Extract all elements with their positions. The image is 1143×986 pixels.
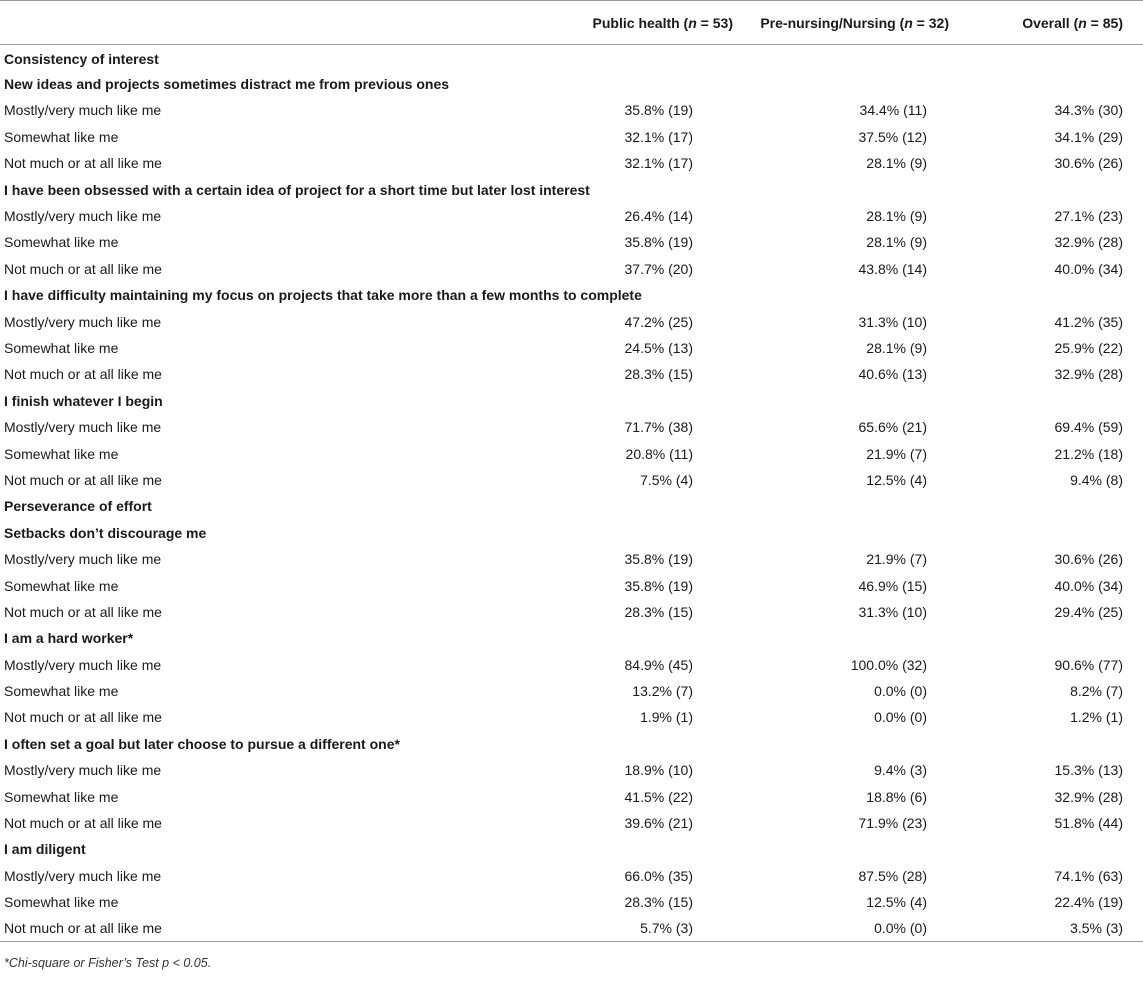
response-label: Somewhat like me xyxy=(4,339,119,356)
question-label: I finish whatever I begin xyxy=(4,392,163,409)
public-health-value: 28.3% (15) xyxy=(624,603,693,620)
footnote-text: *Chi-square or Fisher’s Test xyxy=(4,956,163,971)
nursing-value: 40.6% (13) xyxy=(858,366,927,383)
overall-value: 69.4% (59) xyxy=(1054,419,1123,436)
nursing-value: 65.6% (21) xyxy=(858,419,927,436)
overall-value: 32.9% (28) xyxy=(1054,366,1123,383)
overall-value: 40.0% (34) xyxy=(1054,577,1123,594)
header-overall-n: n xyxy=(1078,14,1087,31)
table-row xyxy=(0,889,1143,915)
table-row xyxy=(0,651,1143,677)
overall-value: 3.5% (3) xyxy=(990,915,1143,941)
response-label: Somewhat like me xyxy=(4,234,119,251)
table-row xyxy=(0,308,1143,334)
overall-value: 29.4% (25) xyxy=(1054,603,1123,620)
question-label: I have difficulty maintaining my focus on projects that take more than a few months to complete xyxy=(4,287,642,304)
table-row xyxy=(0,361,1143,387)
public-health-value: 47.2% (25) xyxy=(624,313,693,330)
nursing-value: 0.0% (0) xyxy=(874,683,927,700)
public-health-value: 28.3% (15) xyxy=(624,894,693,911)
overall-value: 21.2% (18) xyxy=(1054,445,1123,462)
table-row xyxy=(0,414,1143,440)
response-label: Not much or at all like me xyxy=(4,366,162,383)
table-row xyxy=(0,599,1143,625)
response-label: Mostly/very much like me xyxy=(4,419,162,436)
footnote-rest: < 0.05. xyxy=(169,956,212,971)
question-label: I am diligent xyxy=(4,841,86,858)
table-row xyxy=(0,546,1143,572)
response-label: Not much or at all like me xyxy=(0,915,533,941)
nursing-value: 34.4% (11) xyxy=(859,102,927,119)
nursing-value: 0.0% (0) xyxy=(874,709,927,726)
response-label: Somewhat like me xyxy=(4,894,119,911)
public-health-value: 37.7% (20) xyxy=(624,260,693,277)
public-health-value: 7.5% (4) xyxy=(640,471,693,488)
table-header xyxy=(0,1,1143,45)
table-row xyxy=(0,97,1143,123)
response-label: Mostly/very much like me xyxy=(4,656,162,673)
header-public-health-n: n xyxy=(688,14,697,31)
public-health-value: 35.8% (19) xyxy=(624,577,693,594)
section-heading: Perseverance of effort xyxy=(4,498,152,515)
response-label: Mostly/very much like me xyxy=(4,551,162,568)
nursing-value: 43.8% (14) xyxy=(858,260,927,277)
overall-value: 34.3% (30) xyxy=(1054,102,1123,119)
table-row xyxy=(0,704,1143,730)
public-health-value: 13.2% (7) xyxy=(632,683,693,700)
response-label: Somewhat like me xyxy=(4,788,119,805)
response-label: Not much or at all like me xyxy=(4,260,162,277)
table-row xyxy=(0,124,1143,150)
question-row xyxy=(0,176,1143,202)
public-health-value: 66.0% (35) xyxy=(624,867,693,884)
nursing-value: 18.8% (6) xyxy=(866,788,927,805)
nursing-value: 28.1% (9) xyxy=(866,339,927,356)
public-health-value: 39.6% (21) xyxy=(624,815,693,832)
question-row xyxy=(0,836,1143,862)
response-label: Mostly/very much like me xyxy=(4,208,162,225)
header-nursing-label: Pre-nursing/Nursing ( xyxy=(760,14,905,31)
public-health-value: 32.1% (17) xyxy=(624,155,693,172)
table-row xyxy=(0,863,1143,889)
table-row xyxy=(0,915,1143,941)
table-row xyxy=(0,229,1143,255)
response-label: Mostly/very much like me xyxy=(4,762,162,779)
header-nursing xyxy=(733,1,990,45)
footnote-p: p xyxy=(162,956,170,971)
nursing-value: 28.1% (9) xyxy=(866,234,927,251)
question-row xyxy=(0,625,1143,651)
response-label: Not much or at all like me xyxy=(4,603,162,620)
nursing-value: 37.5% (12) xyxy=(858,128,927,145)
public-health-value: 35.8% (19) xyxy=(624,551,693,568)
response-label: Not much or at all like me xyxy=(4,471,162,488)
nursing-value: 12.5% (4) xyxy=(866,894,927,911)
table-row xyxy=(0,810,1143,836)
public-health-value: 41.5% (22) xyxy=(624,788,693,805)
overall-value: 9.4% (8) xyxy=(1070,471,1123,488)
public-health-value: 26.4% (14) xyxy=(624,208,693,225)
header-overall xyxy=(990,1,1143,45)
overall-value: 30.6% (26) xyxy=(1054,551,1123,568)
overall-value: 8.2% (7) xyxy=(1070,683,1123,700)
response-label: Mostly/very much like me xyxy=(4,313,162,330)
overall-value: 32.9% (28) xyxy=(1054,788,1123,805)
table-row xyxy=(0,783,1143,809)
section-heading-row xyxy=(0,493,1143,519)
footnote xyxy=(0,956,1143,970)
public-health-value: 84.9% (45) xyxy=(624,656,693,673)
table-row xyxy=(0,757,1143,783)
question-label: New ideas and projects sometimes distract me from previous ones xyxy=(4,76,450,93)
overall-value: 30.6% (26) xyxy=(1054,155,1123,172)
question-row xyxy=(0,71,1143,97)
nursing-value: 21.9% (7) xyxy=(866,551,927,568)
table-row xyxy=(0,335,1143,361)
public-health-value: 18.9% (10) xyxy=(624,762,693,779)
public-health-value: 28.3% (15) xyxy=(624,366,693,383)
response-label: Mostly/very much like me xyxy=(4,867,162,884)
section-heading: Consistency of interest xyxy=(4,50,159,67)
public-health-value: 1.9% (1) xyxy=(640,709,693,726)
response-label: Mostly/very much like me xyxy=(4,102,162,119)
header-public-health-label: Public health ( xyxy=(592,14,689,31)
response-label: Not much or at all like me xyxy=(4,155,162,172)
nursing-value: 87.5% (28) xyxy=(858,867,927,884)
public-health-value: 20.8% (11) xyxy=(625,445,693,462)
response-label: Somewhat like me xyxy=(4,683,119,700)
question-label: Setbacks don’t discourage me xyxy=(4,524,207,541)
public-health-value: 24.5% (13) xyxy=(624,339,693,356)
public-health-value: 35.8% (19) xyxy=(624,234,693,251)
overall-value: 90.6% (77) xyxy=(1054,656,1123,673)
question-row xyxy=(0,731,1143,757)
overall-value: 40.0% (34) xyxy=(1054,260,1123,277)
nursing-value: 28.1% (9) xyxy=(866,155,927,172)
response-label: Somewhat like me xyxy=(4,128,119,145)
header-overall-label: Overall ( xyxy=(1022,14,1079,31)
header-row xyxy=(0,1,1143,45)
response-label: Not much or at all like me xyxy=(4,815,162,832)
nursing-value: 31.3% (10) xyxy=(858,603,927,620)
overall-value: 25.9% (22) xyxy=(1054,339,1123,356)
header-nursing-value: = 32) xyxy=(912,14,949,31)
public-health-value: 35.8% (19) xyxy=(624,102,693,119)
question-label: I have been obsessed with a certain idea of project for a short time but later lost interest xyxy=(4,181,590,198)
table-row xyxy=(0,440,1143,466)
nursing-value: 100.0% (32) xyxy=(850,656,927,673)
section-heading-row xyxy=(0,45,1143,71)
overall-value: 34.1% (29) xyxy=(1054,128,1123,145)
overall-value: 27.1% (23) xyxy=(1054,208,1123,225)
table-row xyxy=(0,678,1143,704)
response-label: Somewhat like me xyxy=(4,445,119,462)
header-overall-value: = 85) xyxy=(1086,14,1123,31)
nursing-value: 21.9% (7) xyxy=(866,445,927,462)
table-row xyxy=(0,256,1143,282)
question-label: I often set a goal but later choose to pursue a different one* xyxy=(4,735,400,752)
header-public-health-value: = 53) xyxy=(696,14,733,31)
response-label: Somewhat like me xyxy=(4,577,119,594)
public-health-value: 32.1% (17) xyxy=(624,128,693,145)
public-health-value: 5.7% (3) xyxy=(533,915,733,941)
overall-value: 74.1% (63) xyxy=(1054,867,1123,884)
nursing-value: 31.3% (10) xyxy=(858,313,927,330)
overall-value: 1.2% (1) xyxy=(1070,709,1123,726)
question-row xyxy=(0,520,1143,546)
nursing-value: 46.9% (15) xyxy=(858,577,927,594)
question-row xyxy=(0,282,1143,308)
table-row xyxy=(0,150,1143,176)
table-row xyxy=(0,203,1143,229)
nursing-value: 0.0% (0) xyxy=(733,915,990,941)
overall-value: 41.2% (35) xyxy=(1054,313,1123,330)
table-row xyxy=(0,467,1143,493)
overall-value: 15.3% (13) xyxy=(1054,762,1123,779)
table-body xyxy=(0,45,1143,942)
public-health-value: 71.7% (38) xyxy=(624,419,693,436)
overall-value: 22.4% (19) xyxy=(1054,894,1123,911)
response-label: Not much or at all like me xyxy=(4,709,162,726)
question-row xyxy=(0,388,1143,414)
nursing-value: 28.1% (9) xyxy=(866,208,927,225)
nursing-value: 71.9% (23) xyxy=(858,815,927,832)
nursing-value: 12.5% (4) xyxy=(866,471,927,488)
header-nursing-n: n xyxy=(904,14,913,31)
question-label: I am a hard worker* xyxy=(4,630,134,647)
nursing-value: 9.4% (3) xyxy=(874,762,927,779)
overall-value: 32.9% (28) xyxy=(1054,234,1123,251)
header-empty xyxy=(0,1,533,45)
table-row xyxy=(0,572,1143,598)
header-public-health xyxy=(533,1,733,45)
overall-value: 51.8% (44) xyxy=(1054,815,1123,832)
